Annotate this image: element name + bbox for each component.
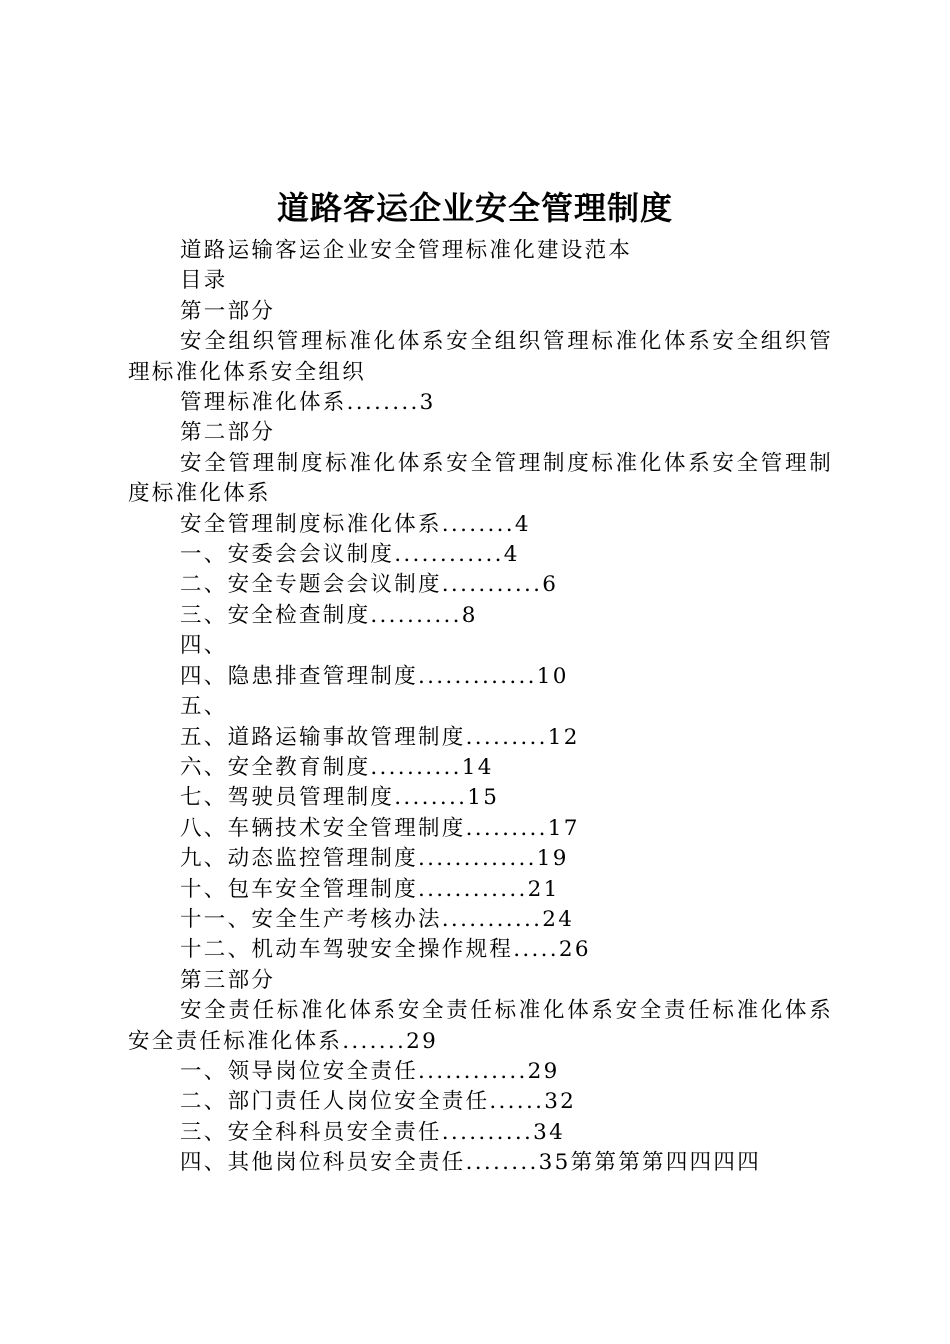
- toc-entry: 二、部门责任人岗位安全责任......32: [180, 1089, 577, 1115]
- toc-entry: 十二、机动车驾驶安全操作规程.....26: [180, 937, 591, 963]
- part-two-section-title: 安全管理制度标准化体系安全管理制度标准化体系安全管理制度标准化体系: [128, 450, 833, 507]
- part-one-heading: 第一部分: [180, 298, 276, 324]
- toc-entry: 三、安全检查制度..........8: [180, 602, 478, 628]
- toc-entry: 八、车辆技术安全管理制度.........17: [180, 815, 580, 841]
- toc-entry: 一、领导岗位安全责任............29: [180, 1058, 560, 1084]
- toc-entry: 四、: [180, 633, 228, 659]
- document-title: 道路客运企业安全管理制度: [276, 189, 673, 227]
- toc-entry: 二、安全专题会会议制度...........6: [180, 572, 559, 598]
- toc-entry: 十一、安全生产考核办法...........24: [180, 906, 575, 932]
- document-body: [128, 236, 833, 1179]
- toc-entry: 五、道路运输事故管理制度.........12: [180, 724, 580, 750]
- toc-entry: 四、隐患排查管理制度.............10: [180, 663, 569, 689]
- part-one-section-title: 安全组织管理标准化体系安全组织管理标准化体系安全组织管理标准化体系安全组织: [128, 329, 833, 385]
- toc-entry: 一、安委会会议制度............4: [180, 542, 520, 568]
- toc-entry: 管理标准化体系........3: [180, 390, 436, 416]
- toc-entry: 七、驾驶员管理制度........15: [180, 785, 500, 811]
- toc-entry: 九、动态监控管理制度.............19: [180, 846, 569, 872]
- toc-entry: 四、其他岗位科员安全责任........35第第第第四四四四: [180, 1150, 762, 1176]
- subtitle-line: 道路运输客运企业安全管理标准化建设范本: [180, 238, 633, 263]
- toc-entry: 十、包车安全管理制度............21: [180, 876, 560, 902]
- part-three-heading: 第三部分: [180, 967, 276, 993]
- part-two-heading: 第二部分: [180, 420, 276, 446]
- toc-entry: 六、安全教育制度..........14: [180, 754, 494, 780]
- toc-entry: 安全管理制度标准化体系........4: [180, 511, 531, 537]
- part-three-section-title: 安全责任标准化体系安全责任标准化体系安全责任标准化体系安全责任标准化体系.......29: [128, 998, 833, 1054]
- toc-entry: 三、安全科科员安全责任..........34: [180, 1119, 566, 1145]
- toc-entry: 五、: [180, 694, 228, 720]
- toc-heading: 目录: [180, 268, 228, 294]
